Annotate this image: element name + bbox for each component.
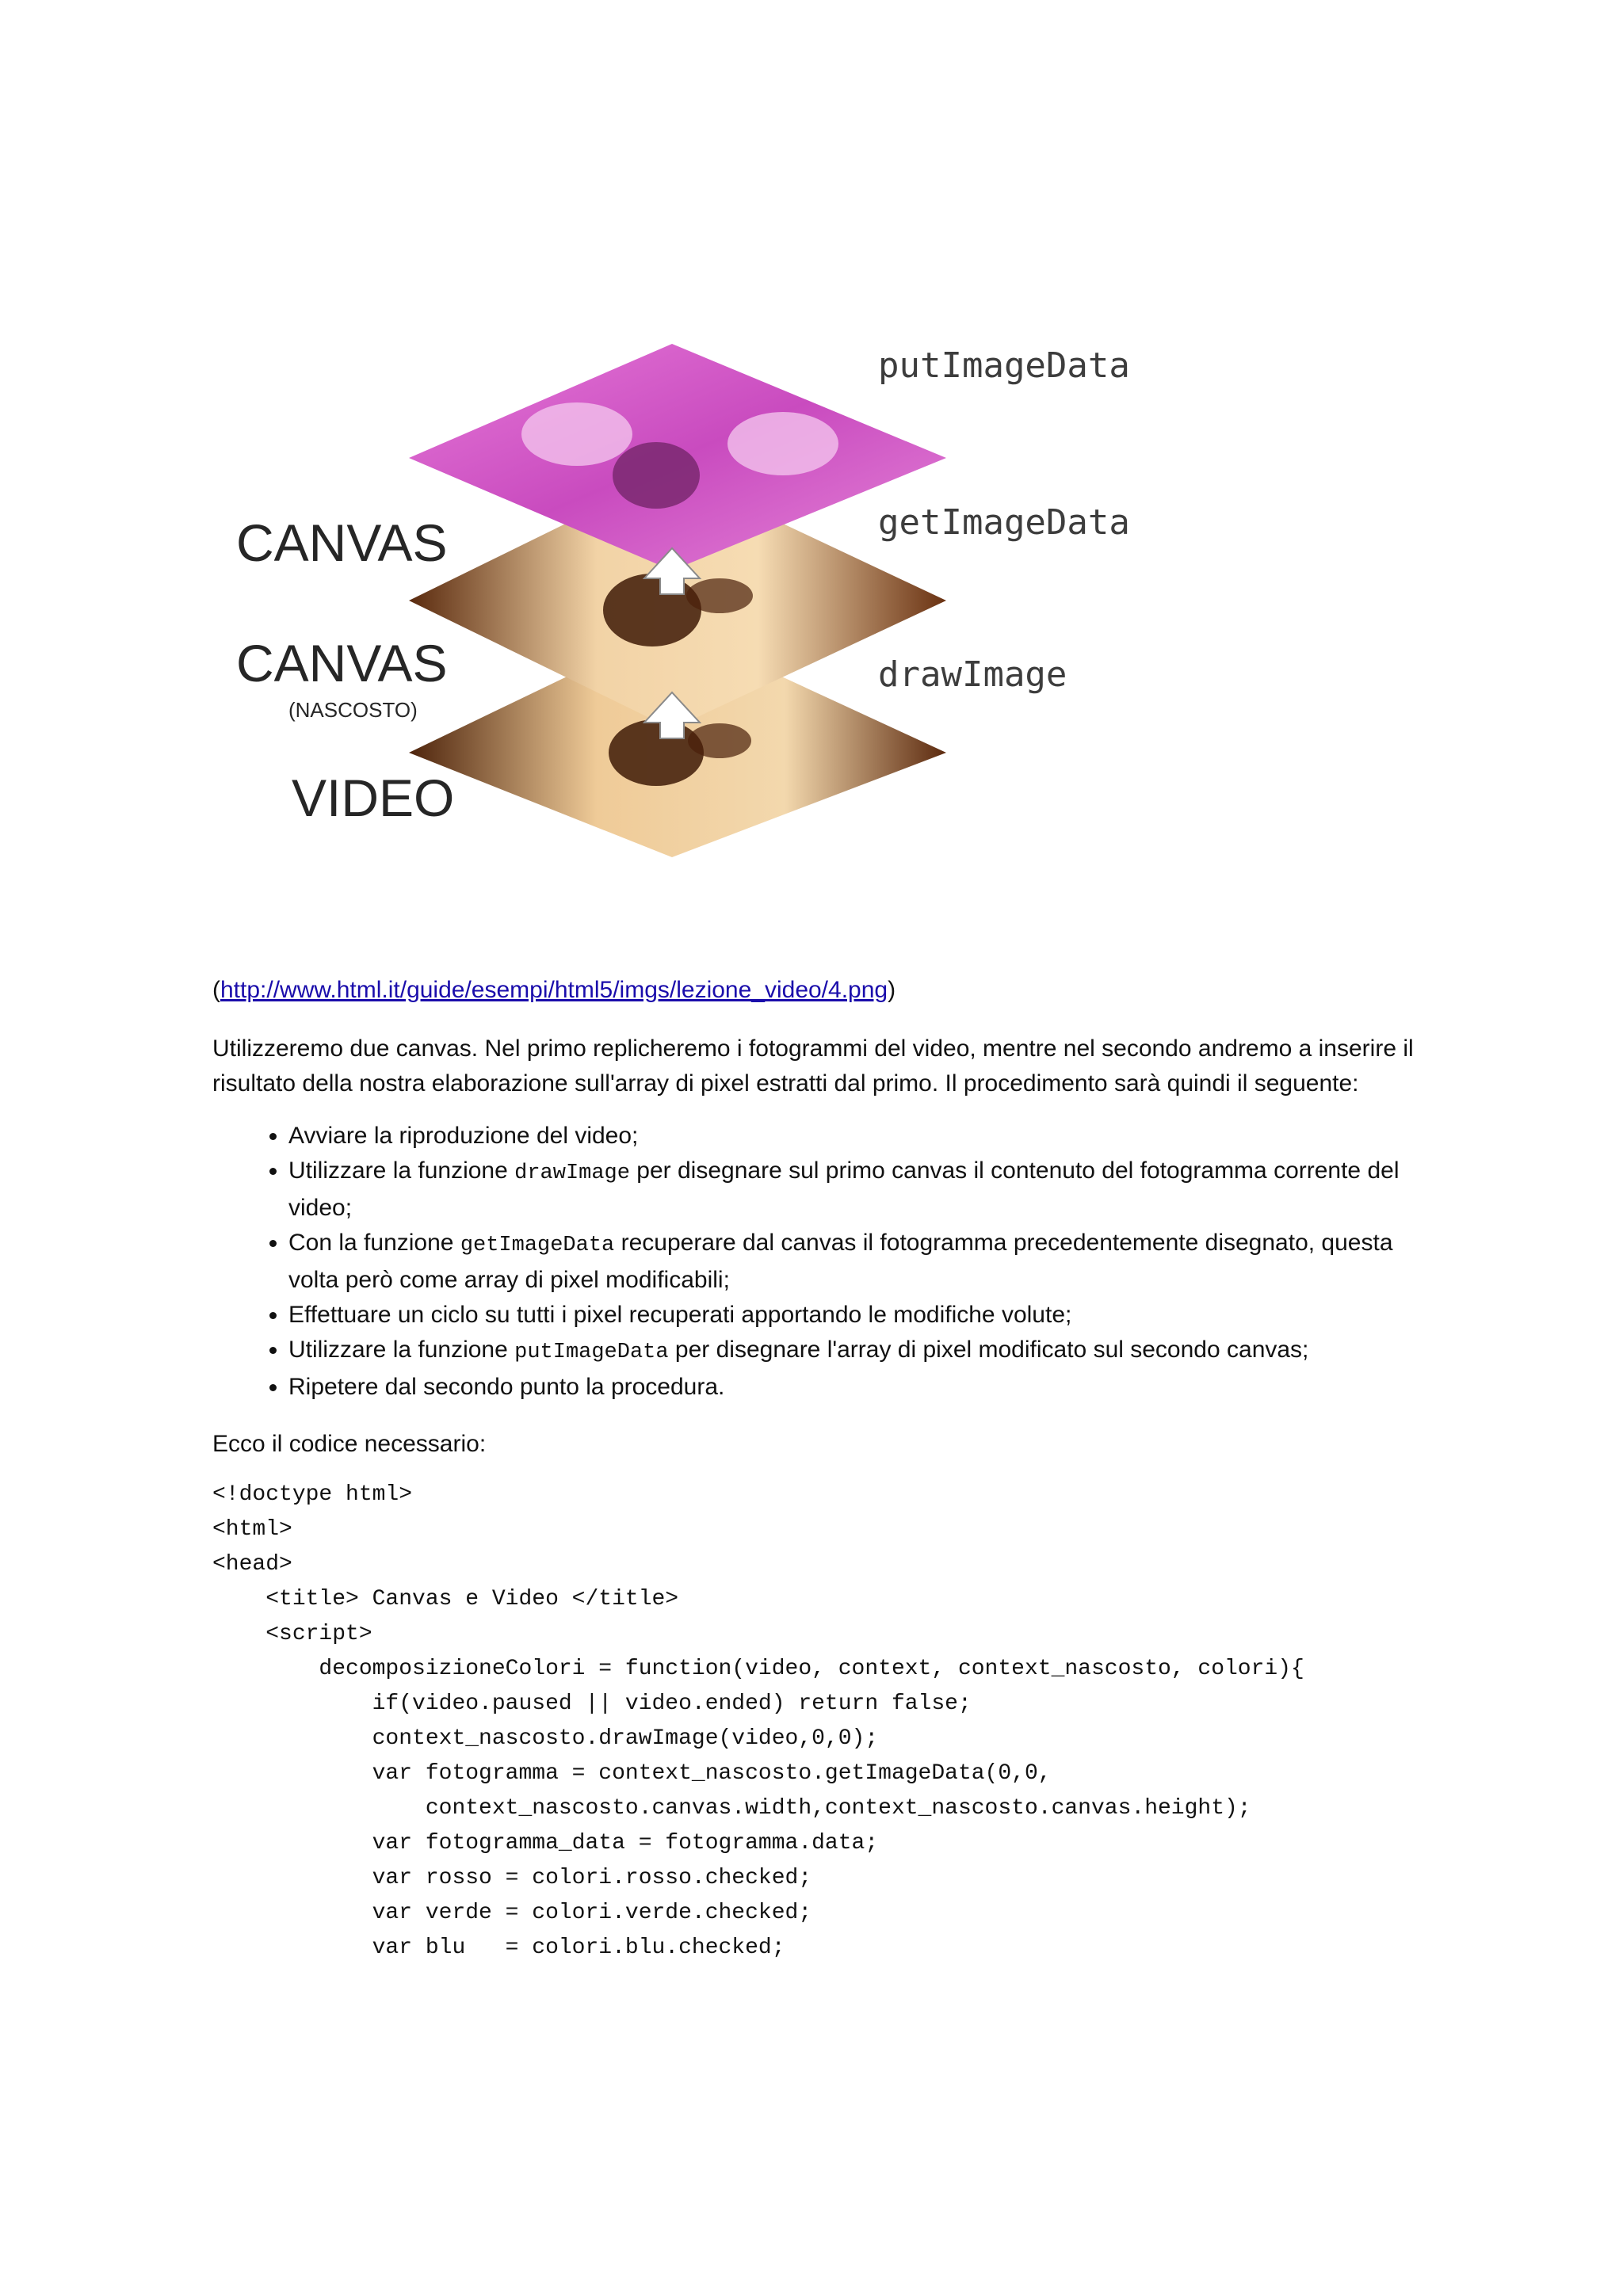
list-item-text: Effettuare un ciclo su tutti i pixel recuperati apportando le modifiche volute; bbox=[288, 1302, 1072, 1328]
list-item-text: Ripetere dal secondo punto la procedura. bbox=[288, 1374, 725, 1400]
hidden-note: (NASCOSTO) bbox=[288, 698, 418, 722]
list-item-text: Con la funzione bbox=[288, 1230, 460, 1256]
code-block bbox=[212, 1478, 1433, 1966]
code-line: var verde = colori.verde.checked; bbox=[212, 1901, 812, 1925]
list-item bbox=[288, 1298, 1433, 1333]
list-item-text: Utilizzare la funzione bbox=[288, 1158, 515, 1184]
code-line: var blu = colori.blu.checked; bbox=[212, 1936, 785, 1960]
method-label-drawimage: drawImage bbox=[878, 654, 1067, 695]
inline-code: drawImage bbox=[514, 1161, 630, 1185]
paren-open: ( bbox=[212, 977, 220, 1003]
code-line: decomposizioneColori = function(video, context, context_nascosto, colori){ bbox=[212, 1657, 1304, 1681]
canvas-layer bbox=[409, 344, 946, 570]
list-item-text: Avviare la riproduzione del video; bbox=[288, 1123, 639, 1149]
paren-close: ) bbox=[888, 977, 896, 1003]
list-item bbox=[288, 1119, 1433, 1154]
code-line: if(video.paused || video.ended) return false; bbox=[212, 1691, 972, 1716]
intro-paragraph: Utilizzeremo due canvas. Nel primo replicheremo i fotogrammi del video, mentre nel secondo andremo a inserire il risultato della nostra elaborazione sull'array di pixel estratti dal primo. Il procedimento sarà quindi il seguente: bbox=[212, 1035, 1414, 1097]
list-item bbox=[288, 1154, 1433, 1226]
procedure-list bbox=[212, 1119, 1433, 1405]
layer-label-video: VIDEO bbox=[292, 769, 455, 827]
inline-code: getImageData bbox=[460, 1234, 615, 1257]
list-item bbox=[288, 1370, 1433, 1405]
code-line: var fotogramma_data = fotogramma.data; bbox=[212, 1831, 879, 1855]
list-item-text: per disegnare sul primo canvas il contenuto del fotogramma corrente del video; bbox=[288, 1158, 1400, 1221]
list-item-text: per disegnare l'array di pixel modificato sul secondo canvas; bbox=[668, 1337, 1309, 1363]
list-item bbox=[288, 1333, 1433, 1370]
code-intro: Ecco il codice necessario: bbox=[212, 1431, 487, 1457]
image-source-link[interactable]: http://www.html.it/guide/esempi/html5/imgs/lezione_video/4.png bbox=[220, 977, 888, 1003]
method-label-putimagedata: putImageData bbox=[878, 345, 1130, 386]
code-line: <title> Canvas e Video </title> bbox=[212, 1587, 679, 1611]
code-line: var rosso = colori.rosso.checked; bbox=[212, 1866, 812, 1890]
layer-label-hidden-canvas: CANVAS bbox=[236, 634, 448, 692]
method-label-getimagedata: getImageData bbox=[878, 502, 1130, 543]
layer-label-canvas: CANVAS bbox=[236, 513, 448, 572]
code-line: <script> bbox=[212, 1622, 372, 1646]
code-line: <html> bbox=[212, 1517, 292, 1542]
image-source bbox=[212, 973, 1433, 1008]
code-line: var fotogramma = context_nascosto.getImageData(0,0, bbox=[212, 1761, 1052, 1786]
article-body bbox=[212, 973, 1433, 1966]
list-item-text: recuperare dal canvas il fotogramma precedentemente disegnato, questa volta però come array di pixel modificabili; bbox=[288, 1230, 1393, 1293]
list-item-text: Utilizzare la funzione bbox=[288, 1337, 515, 1363]
code-line: <!doctype html> bbox=[212, 1482, 413, 1507]
list-item bbox=[288, 1226, 1433, 1298]
inline-code: putImageData bbox=[514, 1341, 669, 1364]
canvas-video-diagram bbox=[212, 341, 1266, 879]
diagram-svg bbox=[212, 341, 1266, 879]
code-line: context_nascosto.drawImage(video,0,0); bbox=[212, 1726, 879, 1751]
code-line: context_nascosto.canvas.width,context_nascosto.canvas.height); bbox=[212, 1796, 1251, 1821]
code-line: <head> bbox=[212, 1552, 292, 1577]
